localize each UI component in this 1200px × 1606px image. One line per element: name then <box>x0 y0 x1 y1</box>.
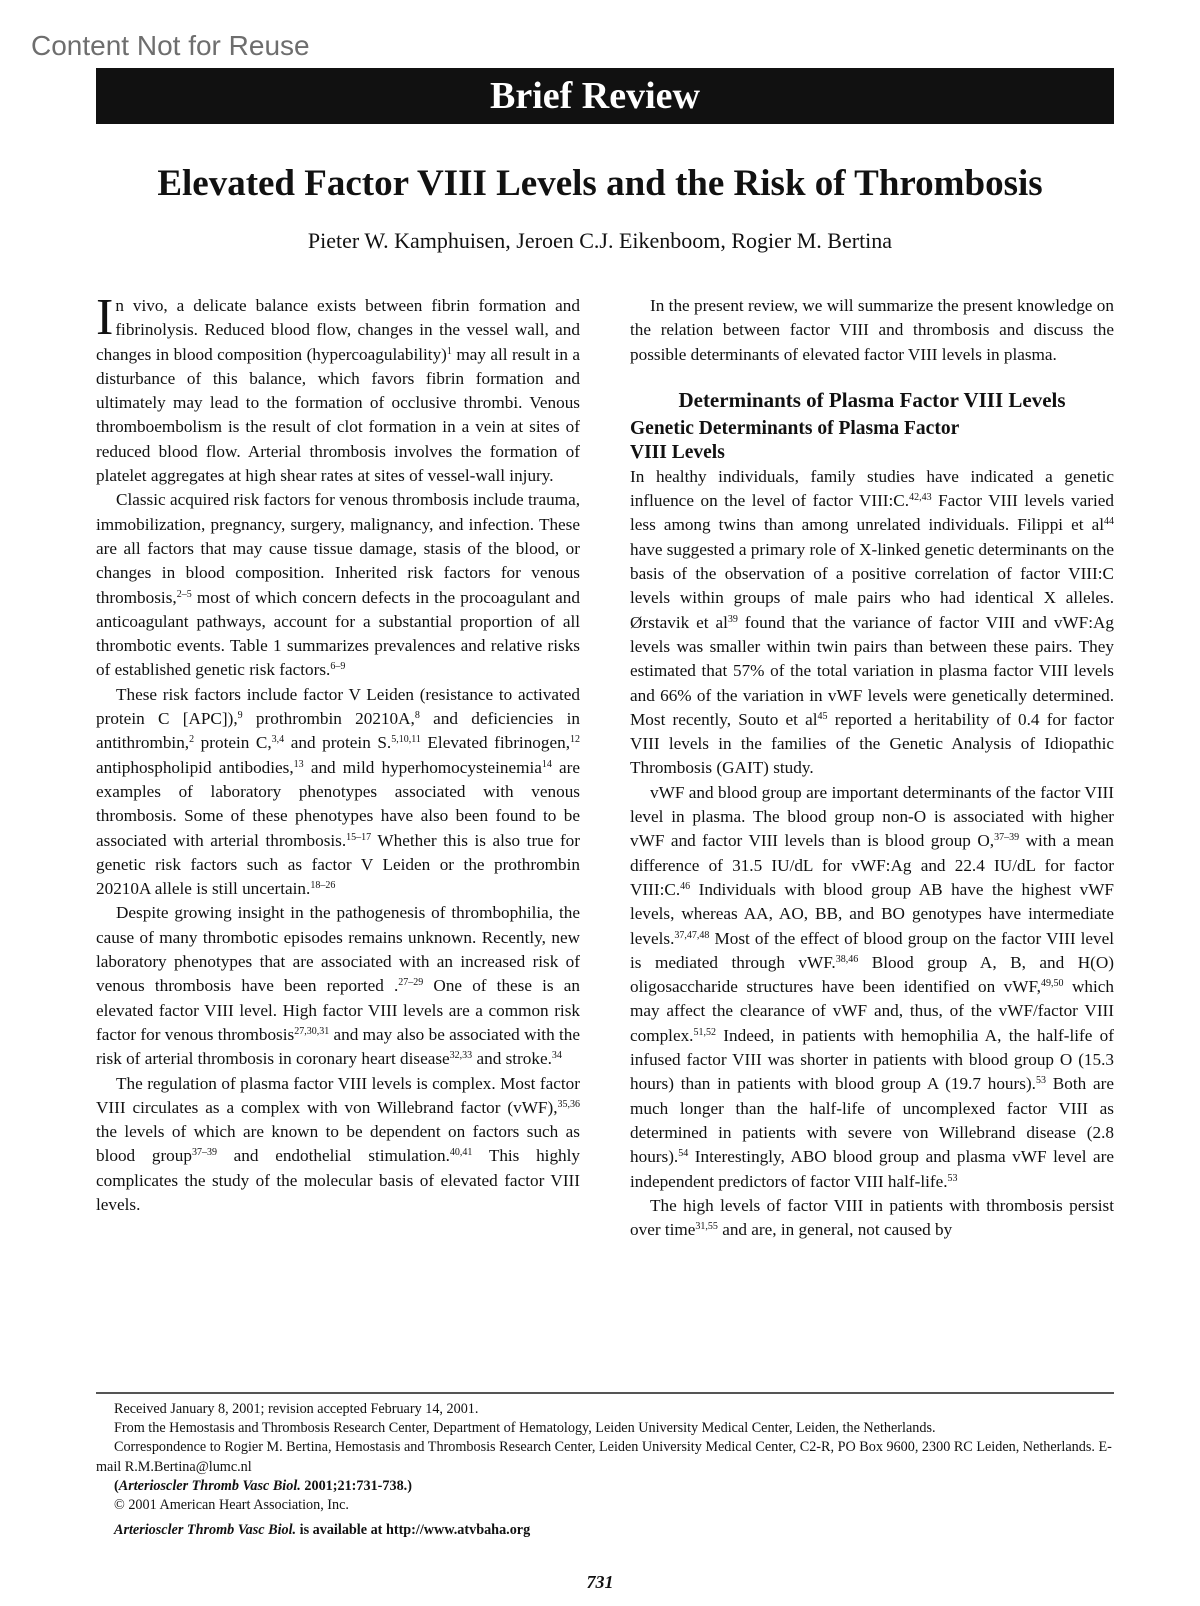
affiliation-note: From the Hemostasis and Thrombosis Research Center, Department of Hematology, Leiden University Medical Center, Leiden, the Netherlands. <box>114 1420 936 1437</box>
watermark-text: Content Not for Reuse <box>31 30 310 61</box>
intro-paragraph-1: In vivo, a delicate balance exists between fibrin formation and fibrinolysis. Reduced blood flow, changes in the vessel wall, and changes in blood composition (hypercoagulability)$^1$ may all result in a disturbance of this balance, which favors fibrin formation and ultimately may lead to the formation of occlusive thrombi. Venous thromboembolism is the result of clot formation in a vein at sites of reduced blood flow. Arterial thrombosis involves the formation of platelet aggregates at high shear rates at sites of vessel-wall injury. <box>96 289 580 486</box>
intro-paragraph-3: These risk factors include factor V Leiden (resistance to activated protein C [APC]),$^9$ prothrombin 20210A,$^8$ and deficiencies in antithrombin,$^2$ protein C,$^{3,4}$ and protein S.$^{5,10,11}$ Elevated fibrinogen,$^{12}$ antiphospholipid antibodies,$^{13}$ and mild hyperhomocysteinemia$^{14}$ are examples of laboratory phenotypes associated with venous thrombosis. Some of these phenotypes have also been found to be associated with arterial thrombosis.$^{15-17}$ Whether this is also true for genetic risk factors such as factor V Leiden or the prothrombin 20210A allele is still uncertain.$^{18-26}$ <box>96 684 581 899</box>
availability-note: Arterioscler Thromb Vasc Biol. is available at http://www.atvbaha.org <box>114 1522 531 1539</box>
genetic-paragraph-1: In healthy individuals, family studies have indicated a genetic influence on the level of factor VIII:C.$^{42,43}$ Factor VIII levels varied less among twins than among unrelated individuals. Filippi et $al^{44}$ have suggested a primary role of X-linked genetic determinants on the basis of the observation of a positive correlation of factor VIII:C levels within groups of male pairs who had identical X alleles. Ørstavik et $al^{39}$ found that the variance of factor VIII and vWF:Ag levels was smaller within twin pairs than between these pairs. They estimated that 57% of the total variation in plasma factor VIII levels and 66% of the variation in vWF levels were genetically determined. Most recently, Souto et $al^{45}$ reported a heritability of 0.4 for factor VIII levels in the families of the Genetic Analysis of Idiopathic Thrombosis (GAIT) study. <box>630 466 1114 778</box>
article-authors: Pieter W. Kamphuisen, Jeroen C.J. Eikenboom, Rogier M. Bertina <box>307 228 893 253</box>
left-column <box>96 289 581 1217</box>
section-banner <box>96 68 1114 124</box>
received-note: Received January 8, 2001; revision accepted February 14, 2001. <box>114 1401 479 1417</box>
review-aim-paragraph: In the present review, we will summarize the present knowledge on the relation between factor VIII and thrombosis and discuss the possible determinants of elevated factor VIII levels in plasma. <box>630 296 1114 364</box>
intro-paragraph-5: The regulation of plasma factor VIII levels is complex. Most factor VIII circulates as a complex with von Willebrand factor (vWF),$^{35,36}$ the levels of which are known to be dependent on factors such as blood group$^{37-39}$ and endothelial stimulation.$^{40,41}$ This highly complicates the study of the molecular basis of elevated factor VIII levels. <box>96 1073 581 1214</box>
genetic-paragraph-3: The high levels of factor VIII in patients with thrombosis persist over time$^{31,55}$ and are, in general, not caused by <box>630 1195 1114 1240</box>
journal-url-link[interactable]: is available at http://www.atvbaha.org <box>296 1522 531 1539</box>
genetic-paragraph-2: vWF and blood group are important determinants of the factor VIII level in plasma. The blood group non-O is associated with higher vWF and factor VIII levels than is blood group O,$^{37-39}$ with a mean difference of 31.5 IU/dL for vWF:Ag and 22.4 IU/dL for factor VIII:C.$^{46}$ Individuals with blood group AB have the highest vWF levels, whereas AA, AO, BB, and BO genotypes have intermediate levels.$^{37,47,48}$ Most of the effect of blood group on the factor VIII level is mediated through vWF.$^{38,46}$ Blood group A, B, and H(O) oligosaccharide structures have been identified on vWF,$^{49,50}$ which may affect the clearance of vWF and, thus, of the vWF/factor VIII complex.$^{51,52}$ Indeed, in patients with hemophilia A, the half-life of infused factor VIII was shorter in patients with blood group O (15.3 hours) than in patients with blood group A (19.7 hours).$^{53}$ Both are much longer than the half-life of uncomplexed factor VIII as determined in patients with severe von Willebrand disease (2.8 hours).$^{54}$ Interestingly, ABO blood group and plasma vWF level are independent predictors of factor VIII half-life.$^{53}$ <box>630 782 1115 1191</box>
article-title: Elevated Factor VIII Levels and the Risk of Thrombosis <box>157 163 1043 204</box>
right-column <box>630 294 1114 1242</box>
intro-paragraph-2: Classic acquired risk factors for venous thrombosis include trauma, immobilization, pregnancy, surgery, malignancy, and infection. These are all factors that may cause tissue damage, stasis of the blood, or changes in blood composition. Inherited risk factors for venous thrombosis,$^{2-5}$ most of which concern defects in the procoagulant and anticoagulant pathways, account for a substantial proportion of all thrombotic events. Table 1 summarizes prevalences and relative risks of established genetic risk factors.$^{6-9}$ <box>96 490 580 680</box>
footnote-divider <box>96 1392 1114 1394</box>
correspondence-note: Correspondence to Rogier M. Bertina, Hemostasis and Thrombosis Research Center, Leiden University Medical Center, C2-R, PO Box 9600, 2300 RC Leiden, Netherlands. E-mail R.M.Bertina@lumc.nl <box>96 1439 1112 1475</box>
section-heading: Determinants of Plasma Factor VIII Levels <box>678 387 1066 412</box>
subsection-heading: Genetic Determinants of Plasma Factor VIII Levels <box>630 417 960 463</box>
copyright-note: © 2001 American Heart Association, Inc. <box>114 1497 349 1514</box>
citation-note: (Arterioscler Thromb Vasc Biol. 2001;21:731-738.) <box>114 1477 412 1494</box>
footnotes <box>96 1400 1114 1540</box>
section-banner-label: Brief Review <box>490 75 700 117</box>
page-number: 731 <box>586 1572 614 1592</box>
drop-cap: I <box>96 289 114 346</box>
intro-paragraph-4: Despite growing insight in the pathogenesis of thrombophilia, the cause of many thrombotic episodes remains unknown. Recently, new laboratory phenotypes that are associated with an increased risk of venous thrombosis have been reported .$^{27-29}$ One of these is an elevated factor VIII level. High factor VIII levels are a common risk factor for venous thrombosis$^{27,30,31}$ and may also be associated with the risk of arterial thrombosis in coronary heart disease$^{32,33}$ and stroke.$^{34}$ <box>96 903 580 1069</box>
